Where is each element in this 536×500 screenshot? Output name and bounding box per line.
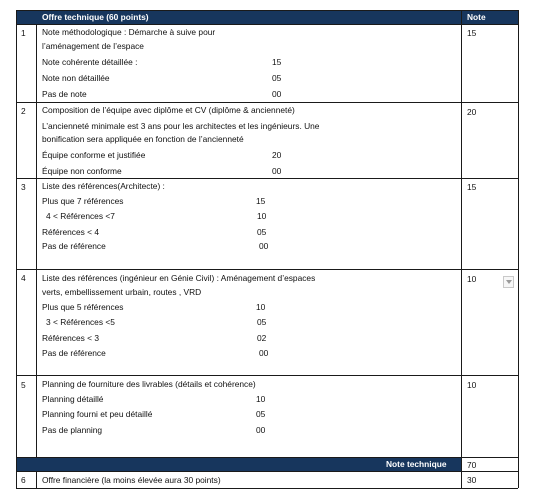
criterion-label: Références < 4 xyxy=(42,227,100,237)
row-title-line: verts, embellissement urbain, routes , VRD xyxy=(42,287,202,297)
criterion-value: 02 xyxy=(257,333,267,343)
dropdown-arrow-icon[interactable] xyxy=(503,276,514,288)
criterion-value: 00 xyxy=(259,348,269,358)
criterion-value: 10 xyxy=(256,302,266,312)
criterion-label: Pas de référence xyxy=(42,348,106,358)
row-title-line: Planning de fourniture des livrables (détails et cohérence) xyxy=(42,379,256,389)
grid-line xyxy=(16,457,518,458)
criterion-label: Planning fourni et peu détaillé xyxy=(42,409,153,419)
row-description-line: bonification sera appliquée en fonction de l’ancienneté xyxy=(42,134,244,144)
criterion-value: 15 xyxy=(256,196,266,206)
row-note: 10 xyxy=(467,380,477,390)
grid-line xyxy=(16,102,518,103)
row-number: 1 xyxy=(21,28,26,38)
criterion-value: 05 xyxy=(256,409,266,419)
criterion-label: Références < 3 xyxy=(42,333,100,343)
row-note: 20 xyxy=(467,107,477,117)
header-note-label: Note xyxy=(467,12,486,22)
criterion-value: 05 xyxy=(272,73,282,83)
grid-line xyxy=(16,24,518,25)
criterion-label: 4 < Références <7 xyxy=(46,211,115,221)
criterion-label: 3 < Références <5 xyxy=(46,317,115,327)
criterion-label: Équipe conforme et justifiée xyxy=(42,150,146,160)
criterion-value: 15 xyxy=(272,57,282,67)
criterion-value: 10 xyxy=(256,394,266,404)
row-title-line: Liste des références(Architecte) : xyxy=(42,181,165,191)
row-note: 15 xyxy=(467,182,477,192)
row-note: 15 xyxy=(467,28,477,38)
criterion-value: 00 xyxy=(272,89,282,99)
total-value: 70 xyxy=(467,460,477,470)
row-number: 6 xyxy=(21,475,26,485)
grid-line xyxy=(16,10,518,11)
criterion-label: Pas de référence xyxy=(42,241,106,251)
criterion-label: Plus que 5 références xyxy=(42,302,124,312)
criterion-value: 00 xyxy=(259,241,269,251)
grid-line xyxy=(16,471,518,472)
grid-line xyxy=(36,24,37,457)
row-number: 4 xyxy=(21,273,26,283)
row-number: 3 xyxy=(21,182,26,192)
total-label: Note technique xyxy=(386,459,447,469)
grid-line xyxy=(16,488,518,489)
grid-line xyxy=(16,269,518,270)
grid-line xyxy=(16,10,17,488)
criterion-label: Pas de note xyxy=(42,89,87,99)
row-title-line: Liste des références (ingénieur en Génie Civil) : Aménagement d’espaces xyxy=(42,273,316,283)
criterion-label: Équipe non conforme xyxy=(42,166,122,176)
criterion-value: 10 xyxy=(257,211,267,221)
row-title-line: l’aménagement de l’espace xyxy=(42,41,144,51)
financial-label: Offre financière (la moins élevée aura 30 points) xyxy=(42,475,221,485)
row-note: 10 xyxy=(467,274,477,284)
grid-line xyxy=(518,10,519,488)
grid-line xyxy=(16,178,518,179)
grid-line xyxy=(461,10,462,488)
criterion-value: 00 xyxy=(272,166,282,176)
criterion-value: 05 xyxy=(257,227,267,237)
row-number: 2 xyxy=(21,106,26,116)
financial-value: 30 xyxy=(467,475,477,485)
criterion-label: Pas de planning xyxy=(42,425,103,435)
grid-line xyxy=(36,471,37,488)
header-title: Offre technique (60 points) xyxy=(42,12,149,22)
criterion-value: 20 xyxy=(272,150,282,160)
criterion-value: 00 xyxy=(256,425,266,435)
criterion-label: Planning détaillé xyxy=(42,394,104,404)
row-number: 5 xyxy=(21,380,26,390)
criterion-label: Note cohérente détaillée : xyxy=(42,57,138,67)
criterion-label: Plus que 7 références xyxy=(42,196,124,206)
grid-line xyxy=(16,375,518,376)
criterion-label: Note non détaillée xyxy=(42,73,110,83)
criterion-value: 05 xyxy=(257,317,267,327)
row-title-line: Note méthodologique : Démarche à suive pour xyxy=(42,27,216,37)
row-title-line: Composition de l’équipe avec diplôme et CV (diplôme & ancienneté) xyxy=(42,105,295,115)
row-description-line: L’ancienneté minimale est 3 ans pour les architectes et les ingénieurs. Une xyxy=(42,121,320,131)
